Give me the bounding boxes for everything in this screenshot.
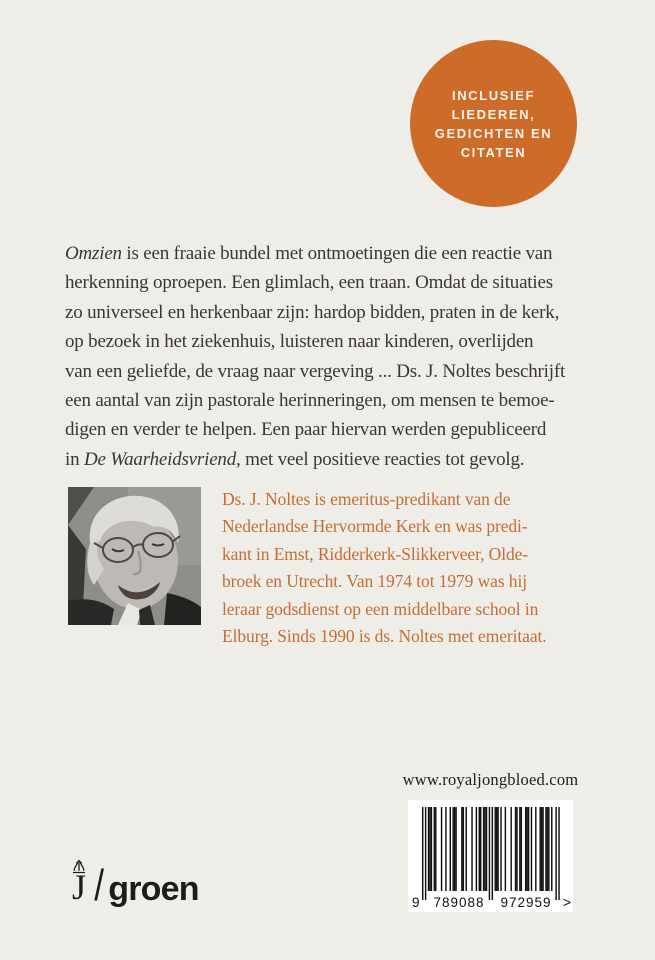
blurb-line: op bezoek in het ziekenhuis, luisteren naar kinderen, overlijden: [65, 331, 534, 353]
blurb-line: een aantal van zijn pastorale herinneringen, om mensen te bemoe-: [65, 390, 555, 412]
author-bio-line: Ds. J. Noltes is emeritus-predikant van de: [222, 489, 511, 509]
barcode-suffix: >: [562, 894, 571, 910]
author-bio-line: Elburg. Sinds 1990 is ds. Noltes met emeritaat.: [222, 626, 547, 647]
blurb-line: van een geliefde, de vraag naar vergeving ... Ds. J. Noltes beschrijft: [65, 360, 566, 382]
blurb: [65, 239, 610, 474]
publisher-mark: [70, 858, 88, 908]
blurb-line: herkenning oproepen. Een glimlach, een traan. Omdat de situaties: [65, 272, 553, 294]
barcode-digit-prefix: 9: [412, 894, 420, 910]
author-bio-line: broek en Utrecht. Van 1974 tot 1979 was hij: [222, 571, 527, 592]
blurb-line: digen en verder te helpen. Een paar hiervan werden gepubliceerd: [65, 419, 547, 441]
barcode: [408, 800, 573, 912]
blurb-line: zo universeel en herkenbaar zijn: hardop bidden, praten in de kerk,: [65, 301, 560, 323]
publisher-logo-slash: /: [94, 861, 105, 911]
blurb-line: Omzien is een fraaie bundel met ontmoetingen die een reactie van: [65, 243, 553, 264]
publisher-logo-letter: J: [71, 867, 86, 908]
publisher-logo: [70, 853, 199, 911]
author-bio-line: leraar godsdienst op een middelbare school in: [222, 598, 539, 619]
promo-badge-line: GEDICHTEN EN: [434, 125, 553, 141]
publisher-logo-name: groen: [108, 870, 199, 909]
blurb-line: in De Waarheidsvriend, met veel positieve reacties tot gevolg.: [65, 448, 525, 470]
promo-badge-line: INCLUSIEF: [451, 87, 535, 103]
barcode-digits-right: 972959: [500, 894, 552, 910]
barcode-digits-left: 789088: [433, 894, 485, 910]
promo-badge-line: LIEDEREN,: [451, 106, 536, 122]
website-url: www.royaljongbloed.com: [402, 770, 579, 789]
promo-badge-line: CITATEN: [460, 144, 527, 160]
author-bio-line: kant in Emst, Ridderkerk-Slikkerveer, Olde-: [222, 543, 529, 564]
promo-badge-text: [435, 86, 552, 162]
author-photo: [68, 487, 201, 625]
author-bio: [222, 486, 602, 650]
barcode-bars: [408, 807, 573, 902]
promo-badge: [410, 40, 577, 207]
author-bio-line: Nederlandse Hervormde Kerk en was predi-: [222, 516, 528, 537]
